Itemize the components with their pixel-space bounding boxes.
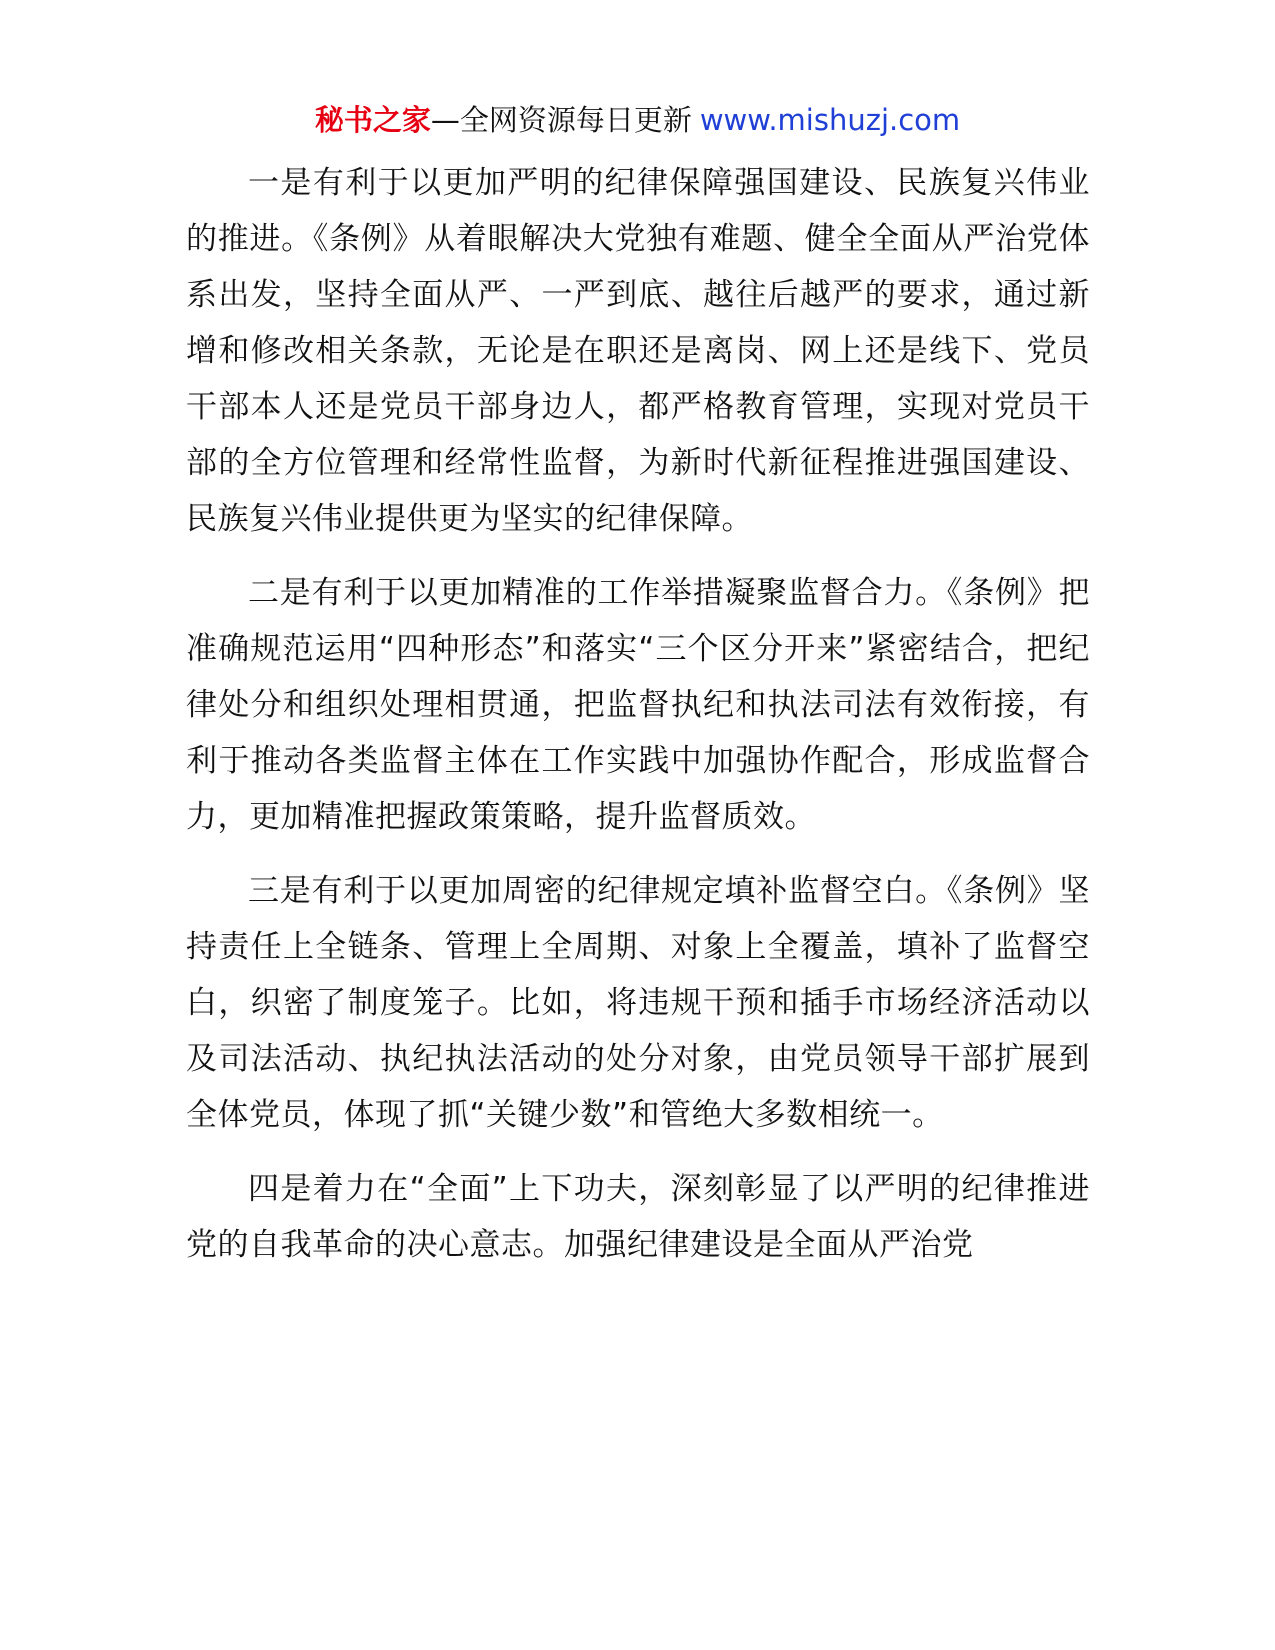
site-tagline: —全网资源每日更新 xyxy=(430,103,692,137)
paragraph-3: 三是有利于以更加周密的纪律规定填补监督空白。《条例》坚持责任上全链条、管理上全周期、对象上全覆盖，填补了监督空白，织密了制度笼子。比如，将违规干预和插手市场经济活动以及司法活动、执纪执法活动的处分对象，由党员领导干部扩展到全体党员，体现了抓“关键少数”和管绝大多数相统一。 xyxy=(186,873,1090,1133)
document-body xyxy=(186,155,1090,1291)
paragraph-1: 一是有利于以更加严明的纪律保障强国建设、民族复兴伟业的推进。《条例》从着眼解决大党独有难题、健全全面从严治党体系出发，坚持全面从严、一严到底、越往后越严的要求，通过新增和修改相关条款，无论是在职还是离岗、网上还是线下、党员干部本人还是党员干部身边人，都严格教育管理，实现对党员干部的全方位管理和经常性监督，为新时代新征程推进强国建设、民族复兴伟业提供更为坚实的纪律保障。 xyxy=(186,165,1090,537)
site-url-link[interactable]: www.mishuzj.com xyxy=(699,103,961,137)
site-brand: 秘书之家 xyxy=(314,103,431,137)
paragraph-2: 二是有利于以更加精准的工作举措凝聚监督合力。《条例》把准确规范运用“四种形态”和落实“三个区分开来”紧密结合，把纪律处分和组织处理相贯通，把监督执纪和执法司法有效衔接，有利于推动各类监督主体在工作实践中加强协作配合，形成监督合力，更加精准把握政策策略，提升监督质效。 xyxy=(186,575,1090,835)
paragraph-4: 四是着力在“全面”上下功夫，深刻彰显了以严明的纪律推进党的自我革命的决心意志。加强纪律建设是全面从严治党 xyxy=(186,1171,1090,1263)
site-header xyxy=(0,100,1275,140)
